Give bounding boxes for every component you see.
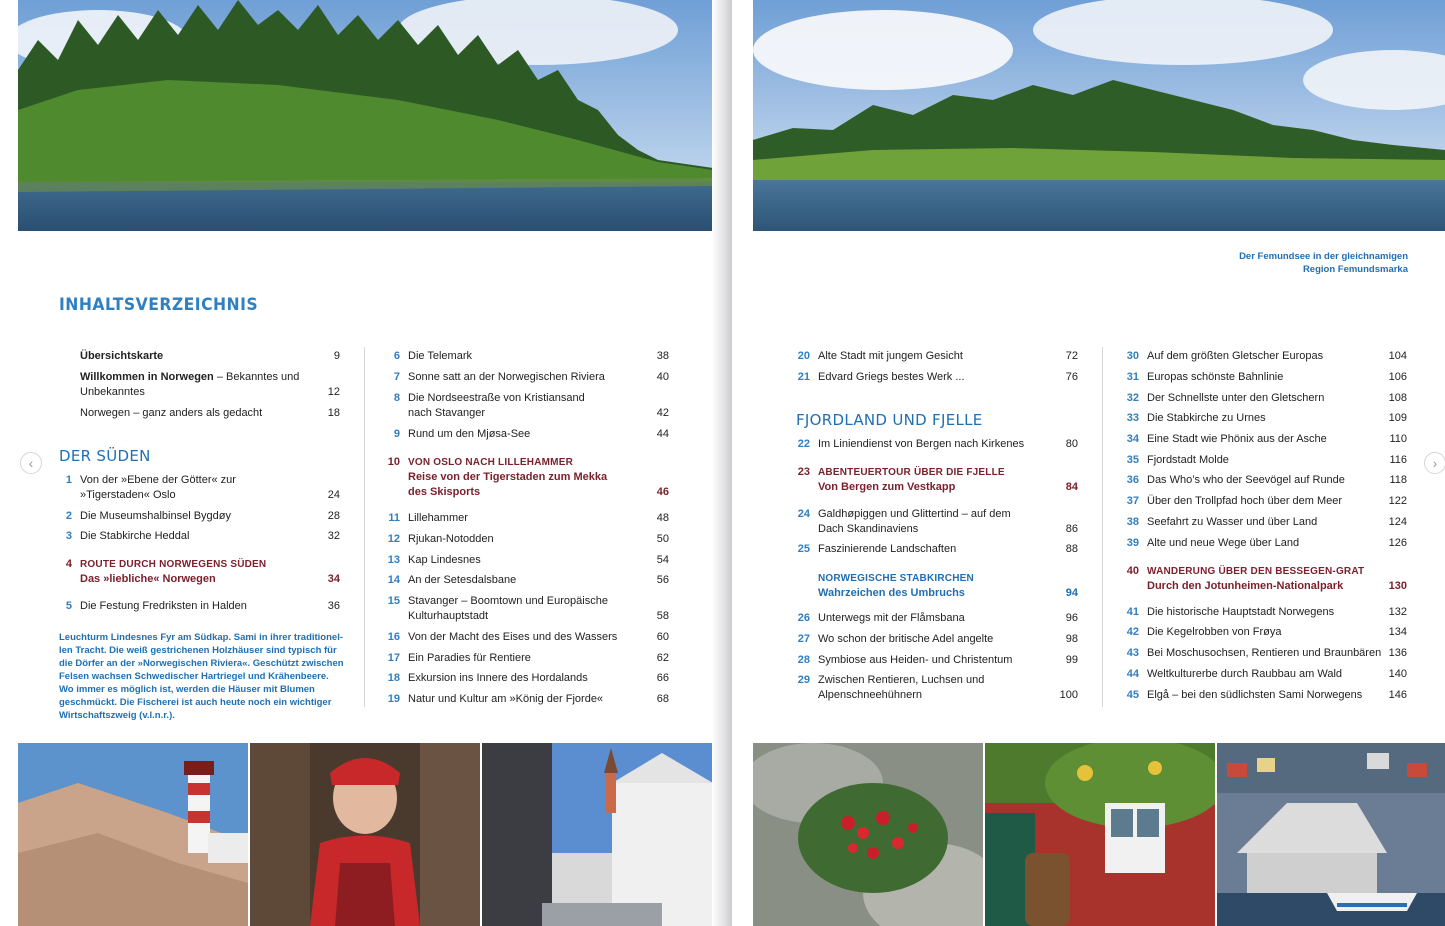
toc-entry[interactable] [1125,349,1407,364]
entry-title: Natur und Kultur am »König der Fjorde« [408,693,604,705]
entry-page: 58 [656,610,669,622]
toc-entry-feature[interactable] [58,557,340,587]
entry-number: 3 [65,530,72,542]
toc-entry[interactable] [58,529,340,544]
entry-title: Die Festung Fredriksten in Halden [80,600,247,612]
entry-page: 104 [1388,350,1407,362]
toc-entry[interactable] [1125,536,1407,551]
entry-title: Seefahrt zu Wasser und über Land [1147,516,1318,528]
entry-title: Willkommen in Norwegen [80,371,214,383]
toc-entry-feature[interactable] [386,455,669,500]
toc-entry[interactable] [796,370,1078,385]
entry-page: 12 [327,386,340,398]
entry-page: 54 [656,554,669,566]
entry-number: 5 [65,600,72,612]
toc-entry-feature[interactable] [796,465,1078,495]
entry-title: Das Who’s who der Seevögel auf Runde [1147,474,1345,486]
entry-page: 126 [1388,537,1407,549]
entry-title: Fjordstadt Molde [1147,454,1229,466]
entry-page: 36 [327,600,340,612]
entry-title: Bei Moschusochsen, Rentieren und Braunbären [1147,647,1382,659]
toc-entry[interactable] [58,509,340,524]
feature-caption: NORWEGISCHE STABKIRCHEN [818,573,974,584]
entry-page: 96 [1065,612,1078,624]
entry-page: 40 [656,371,669,383]
berries-photo [753,743,983,926]
entry-number: 1 [65,474,72,486]
entry-page: 9 [333,350,340,362]
prev-page-button[interactable] [20,452,42,474]
entry-number: 16 [387,631,400,643]
toc-entry[interactable] [1125,370,1407,385]
entry-number: 30 [1126,350,1139,362]
feature-caption: VON OSLO NACH LILLEHAMMER [408,457,573,468]
caption-line: Wo immer es möglich ist, werden die Häuser mit Blumen [59,684,315,695]
entry-title: Von Bergen zum Vestkapp [818,481,956,493]
entry-page: 50 [656,533,669,545]
entry-page: 60 [656,631,669,643]
entry-page: 130 [1388,580,1407,592]
toc-entry-special[interactable] [796,571,1078,601]
entry-page: 46 [656,486,669,498]
entry-number: 35 [1126,454,1139,466]
entry-title: Die historische Hauptstadt Norwegens [1147,606,1335,618]
toc-entry[interactable] [1125,453,1407,468]
entry-title-line2: »Tigerstaden« Oslo [80,489,176,501]
left-page [0,0,720,926]
feature-caption: ABENTEUERTOUR ÜBER DIE FJELLE [818,467,1005,478]
toc-entry[interactable] [1125,411,1407,426]
entry-number: 20 [797,350,810,362]
toc-entry[interactable] [386,651,669,666]
entry-title: Ein Paradies für Rentiere [408,652,531,664]
toc-entry[interactable] [796,673,1078,703]
entry-number: 26 [797,612,810,624]
entry-title-line2: des Skisports [408,486,481,498]
entry-title: Wahrzeichen des Umbruchs [818,587,965,599]
entry-number: 45 [1126,689,1139,701]
entry-page: 32 [327,530,340,542]
entry-page: 80 [1065,438,1078,450]
entry-title: An der Setesdalsbane [408,574,517,586]
entry-number: 43 [1126,647,1139,659]
entry-number: 41 [1126,606,1139,618]
entry-number: 2 [65,510,72,522]
section-heading-sueden: DER SÜDEN [59,447,151,465]
entry-title-line2: Dach Skandinaviens [818,523,919,535]
toc-title: INHALTSVERZEICHNIS [59,295,259,315]
caption-line: Wirtschaftszweig (v.l.n.r.). [59,710,175,721]
toc-entry[interactable] [796,611,1078,626]
entry-page: 34 [327,573,340,585]
entry-page: 72 [1065,350,1078,362]
caption-line: Felsen wachsen Schwedischer Hartriegel und Krähenbeere. [59,671,329,682]
entry-title: Edvard Griegs bestes Werk ... [818,371,965,383]
entry-title: Die Telemark [408,350,472,362]
entry-page: 18 [327,407,340,419]
toc-entry[interactable] [386,370,669,385]
entry-number: 28 [797,654,810,666]
entry-title: Rjukan-Notodden [408,533,494,545]
entry-page: 68 [656,693,669,705]
entry-title: Von der »Ebene der Götter« zur [80,474,236,486]
entry-page: 88 [1065,543,1078,555]
entry-title: Galdhøpiggen und Glittertind – auf dem [818,508,1011,520]
entry-number: 10 [387,456,400,468]
red-house-photo [985,743,1215,926]
caption-line: len Tracht. Die weiß gestrichenen Holzhäuser sind typisch für [59,645,337,656]
entry-title-line2: nach Stavanger [408,407,486,419]
entry-subtitle: – Bekanntes und [213,371,300,383]
entry-number: 31 [1126,371,1139,383]
entry-title: Symbiose aus Heiden- und Christentum [818,654,1013,666]
entry-title: Kap Lindesnes [408,554,481,566]
toc-entry[interactable] [386,692,669,707]
entry-page: 24 [327,489,340,501]
toc-entry[interactable] [796,349,1078,364]
toc-entry[interactable] [796,437,1078,452]
entry-number: 40 [1126,565,1139,577]
entry-page: 132 [1388,606,1407,618]
entry-title: Über den Trollpfad hoch über dem Meer [1147,495,1343,507]
lighthouse-photo [18,743,248,926]
sami-woman-photo [250,743,480,926]
entry-number: 29 [797,674,810,686]
toc-entry[interactable] [58,473,340,503]
entry-page: 140 [1388,668,1407,680]
toc-entry[interactable] [1125,391,1407,406]
toc-entry[interactable] [1125,605,1407,620]
entry-number: 9 [393,428,400,440]
entry-number: 34 [1126,433,1139,445]
forest-lake-photo-left [18,0,713,231]
entry-page: 106 [1388,371,1407,383]
toc-entry[interactable] [1125,494,1407,509]
entry-number: 12 [387,533,400,545]
chevron-left-icon: ‹ [28,455,34,471]
entry-number: 24 [797,508,810,520]
toc-entry[interactable] [1125,625,1407,640]
entry-page: 76 [1065,371,1078,383]
entry-title: Auf dem größten Gletscher Europas [1147,350,1324,362]
entry-page: 124 [1388,516,1407,528]
entry-title: Norwegen – ganz anders als gedacht [80,407,263,419]
entry-number: 33 [1126,412,1139,424]
entry-title: Reise von der Tigerstaden zum Mekka [408,471,608,483]
entry-title: Exkursion ins Innere des Hordalands [408,672,588,684]
intro-entry[interactable] [58,349,340,364]
entry-page: 44 [656,428,669,440]
entry-number: 25 [797,543,810,555]
entry-title-line2: Kulturhauptstadt [408,610,489,622]
entry-page: 28 [327,510,340,522]
entry-page: 56 [656,574,669,586]
entry-number: 18 [387,672,400,684]
entry-number: 6 [393,350,400,362]
entry-title: Eine Stadt wie Phönix aus der Asche [1147,433,1327,445]
entry-number: 37 [1126,495,1139,507]
entry-page: 66 [656,672,669,684]
entry-number: 15 [387,595,400,607]
entry-number: 27 [797,633,810,645]
entry-title: Durch den Jotunheimen-Nationalpark [1147,580,1344,592]
entry-page: 94 [1065,587,1078,599]
caption-line: Leuchturm Lindesnes Fyr am Südkap. Sami in ihrer traditionel- [59,632,344,643]
entry-page: 98 [1065,633,1078,645]
toc-entry[interactable] [1125,515,1407,530]
entry-title: Die Kegelrobben von Frøya [1147,626,1282,638]
entry-title: Der Schnellste unter den Gletschern [1147,392,1325,404]
caption-line: Der Femundsee in der gleichnamigen [1239,251,1408,262]
fishing-harbor-photo [1217,743,1445,926]
entry-number: 39 [1126,537,1139,549]
entry-page: 136 [1388,647,1407,659]
column-divider [364,347,365,707]
entry-title: Von der Macht des Eises und des Wassers [408,631,618,643]
toc-entry[interactable] [1125,646,1407,661]
toc-entry[interactable] [386,511,669,526]
next-page-button[interactable] [1424,452,1445,474]
caption-line: die Dörfer an der »Norwegischen Riviera«. Geschützt zwischen [59,658,344,669]
toc-entry[interactable] [1125,473,1407,488]
section-heading-fjordland: FJORDLAND UND FJELLE [796,411,983,429]
entry-title: Alte Stadt mit jungem Gesicht [818,350,963,362]
toc-entry[interactable] [1125,688,1407,703]
entry-number: 17 [387,652,400,664]
entry-page: 62 [656,652,669,664]
entry-title: Elgå – bei den südlichsten Sami Norwegens [1147,689,1363,701]
toc-entry[interactable] [796,507,1078,537]
column-divider [1102,347,1103,707]
toc-entry[interactable] [386,573,669,588]
entry-page: 100 [1059,689,1078,701]
entry-number: 7 [393,371,400,383]
entry-number: 21 [797,371,810,383]
entry-page: 108 [1388,392,1407,404]
toc-entry[interactable] [386,671,669,686]
entry-number: 19 [387,693,400,705]
entry-number: 44 [1126,668,1139,680]
entry-page: 118 [1389,474,1407,486]
entry-page: 116 [1389,454,1407,466]
entry-number: 42 [1126,626,1139,638]
photo-caption-top [1162,250,1408,276]
entry-title: Das »liebliche« Norwegen [80,573,216,585]
entry-page: 109 [1388,412,1407,424]
entry-title: Stavanger – Boomtown und Europäische [408,595,608,607]
feature-caption: ROUTE DURCH NORWEGENS SÜDEN [80,559,267,570]
entry-title: Lillehammer [408,512,468,524]
toc-entry[interactable] [796,632,1078,647]
entry-number: 13 [387,554,400,566]
intro-entry[interactable] [58,406,340,421]
entry-title: Zwischen Rentieren, Luchsen und [818,674,985,686]
entry-title: Die Museumshalbinsel Bygdøy [80,510,232,522]
toc-entry[interactable] [796,653,1078,668]
entry-page: 122 [1388,495,1407,507]
entry-title: Im Liniendienst von Bergen nach Kirkenes [818,438,1025,450]
toc-entry[interactable] [386,349,669,364]
toc-entry[interactable] [1125,667,1407,682]
entry-number: 14 [387,574,400,586]
toc-entry-feature[interactable] [1125,564,1407,594]
entry-number: 8 [393,392,400,404]
entry-title: Unterwegs mit der Flåmsbana [818,612,965,624]
right-page [732,0,1445,926]
entry-title: Faszinierende Landschaften [818,543,957,555]
entry-title: Die Stabkirche Heddal [80,530,190,542]
entry-subtitle-line2: Unbekanntes [80,386,145,398]
caption-line: geschmückt. Die Fischerei ist auch heute noch ein wichtiger [59,697,332,708]
entry-page: 42 [656,407,669,419]
entry-title: Wo schon der britische Adel angelte [818,633,994,645]
toc-entry[interactable] [386,553,669,568]
entry-page: 86 [1065,523,1078,535]
forest-lake-photo-right [753,0,1445,231]
entry-number: 4 [65,558,72,570]
toc-entry[interactable] [386,532,669,547]
intro-entry[interactable] [58,370,340,400]
caption-line: Region Femundsmarka [1302,264,1408,275]
toc-entry[interactable] [58,599,340,614]
toc-entry[interactable] [1125,432,1407,447]
photo-caption-bottom [59,631,349,722]
entry-number: 23 [797,466,810,478]
entry-page: 146 [1388,689,1407,701]
toc-entry[interactable] [796,542,1078,557]
entry-title: Weltkulturerbe durch Raubbau am Wald [1147,668,1343,680]
feature-caption: WANDERUNG ÜBER DEN BESSEGEN-GRAT [1147,566,1365,577]
entry-page: 99 [1065,654,1078,666]
toc-entry[interactable] [386,594,669,624]
white-houses-photo [482,743,713,926]
chevron-right-icon: › [1432,455,1438,471]
entry-number: 38 [1126,516,1139,528]
entry-page: 48 [656,512,669,524]
toc-entry[interactable] [386,391,669,421]
entry-title: Die Stabkirche zu Urnes [1147,412,1266,424]
entry-number: 11 [388,512,400,524]
entry-number: 32 [1126,392,1139,404]
entry-title-line2: Alpenschneehühnern [818,689,922,701]
entry-title: Alte und neue Wege über Land [1147,537,1300,549]
entry-title: Rund um den Mjøsa-See [408,428,531,440]
entry-title: Europas schönste Bahnlinie [1147,371,1284,383]
entry-title: Übersichtskarte [80,350,164,362]
entry-number: 36 [1126,474,1139,486]
entry-title: Die Nordseestraße von Kristiansand [408,392,585,404]
entry-page: 134 [1388,626,1407,638]
entry-title: Sonne satt an der Norwegischen Riviera [408,371,605,383]
entry-number: 22 [797,438,810,450]
toc-entry[interactable] [386,630,669,645]
entry-page: 84 [1065,481,1078,493]
toc-entry[interactable] [386,427,669,442]
entry-page: 110 [1389,433,1407,445]
entry-page: 38 [656,350,669,362]
